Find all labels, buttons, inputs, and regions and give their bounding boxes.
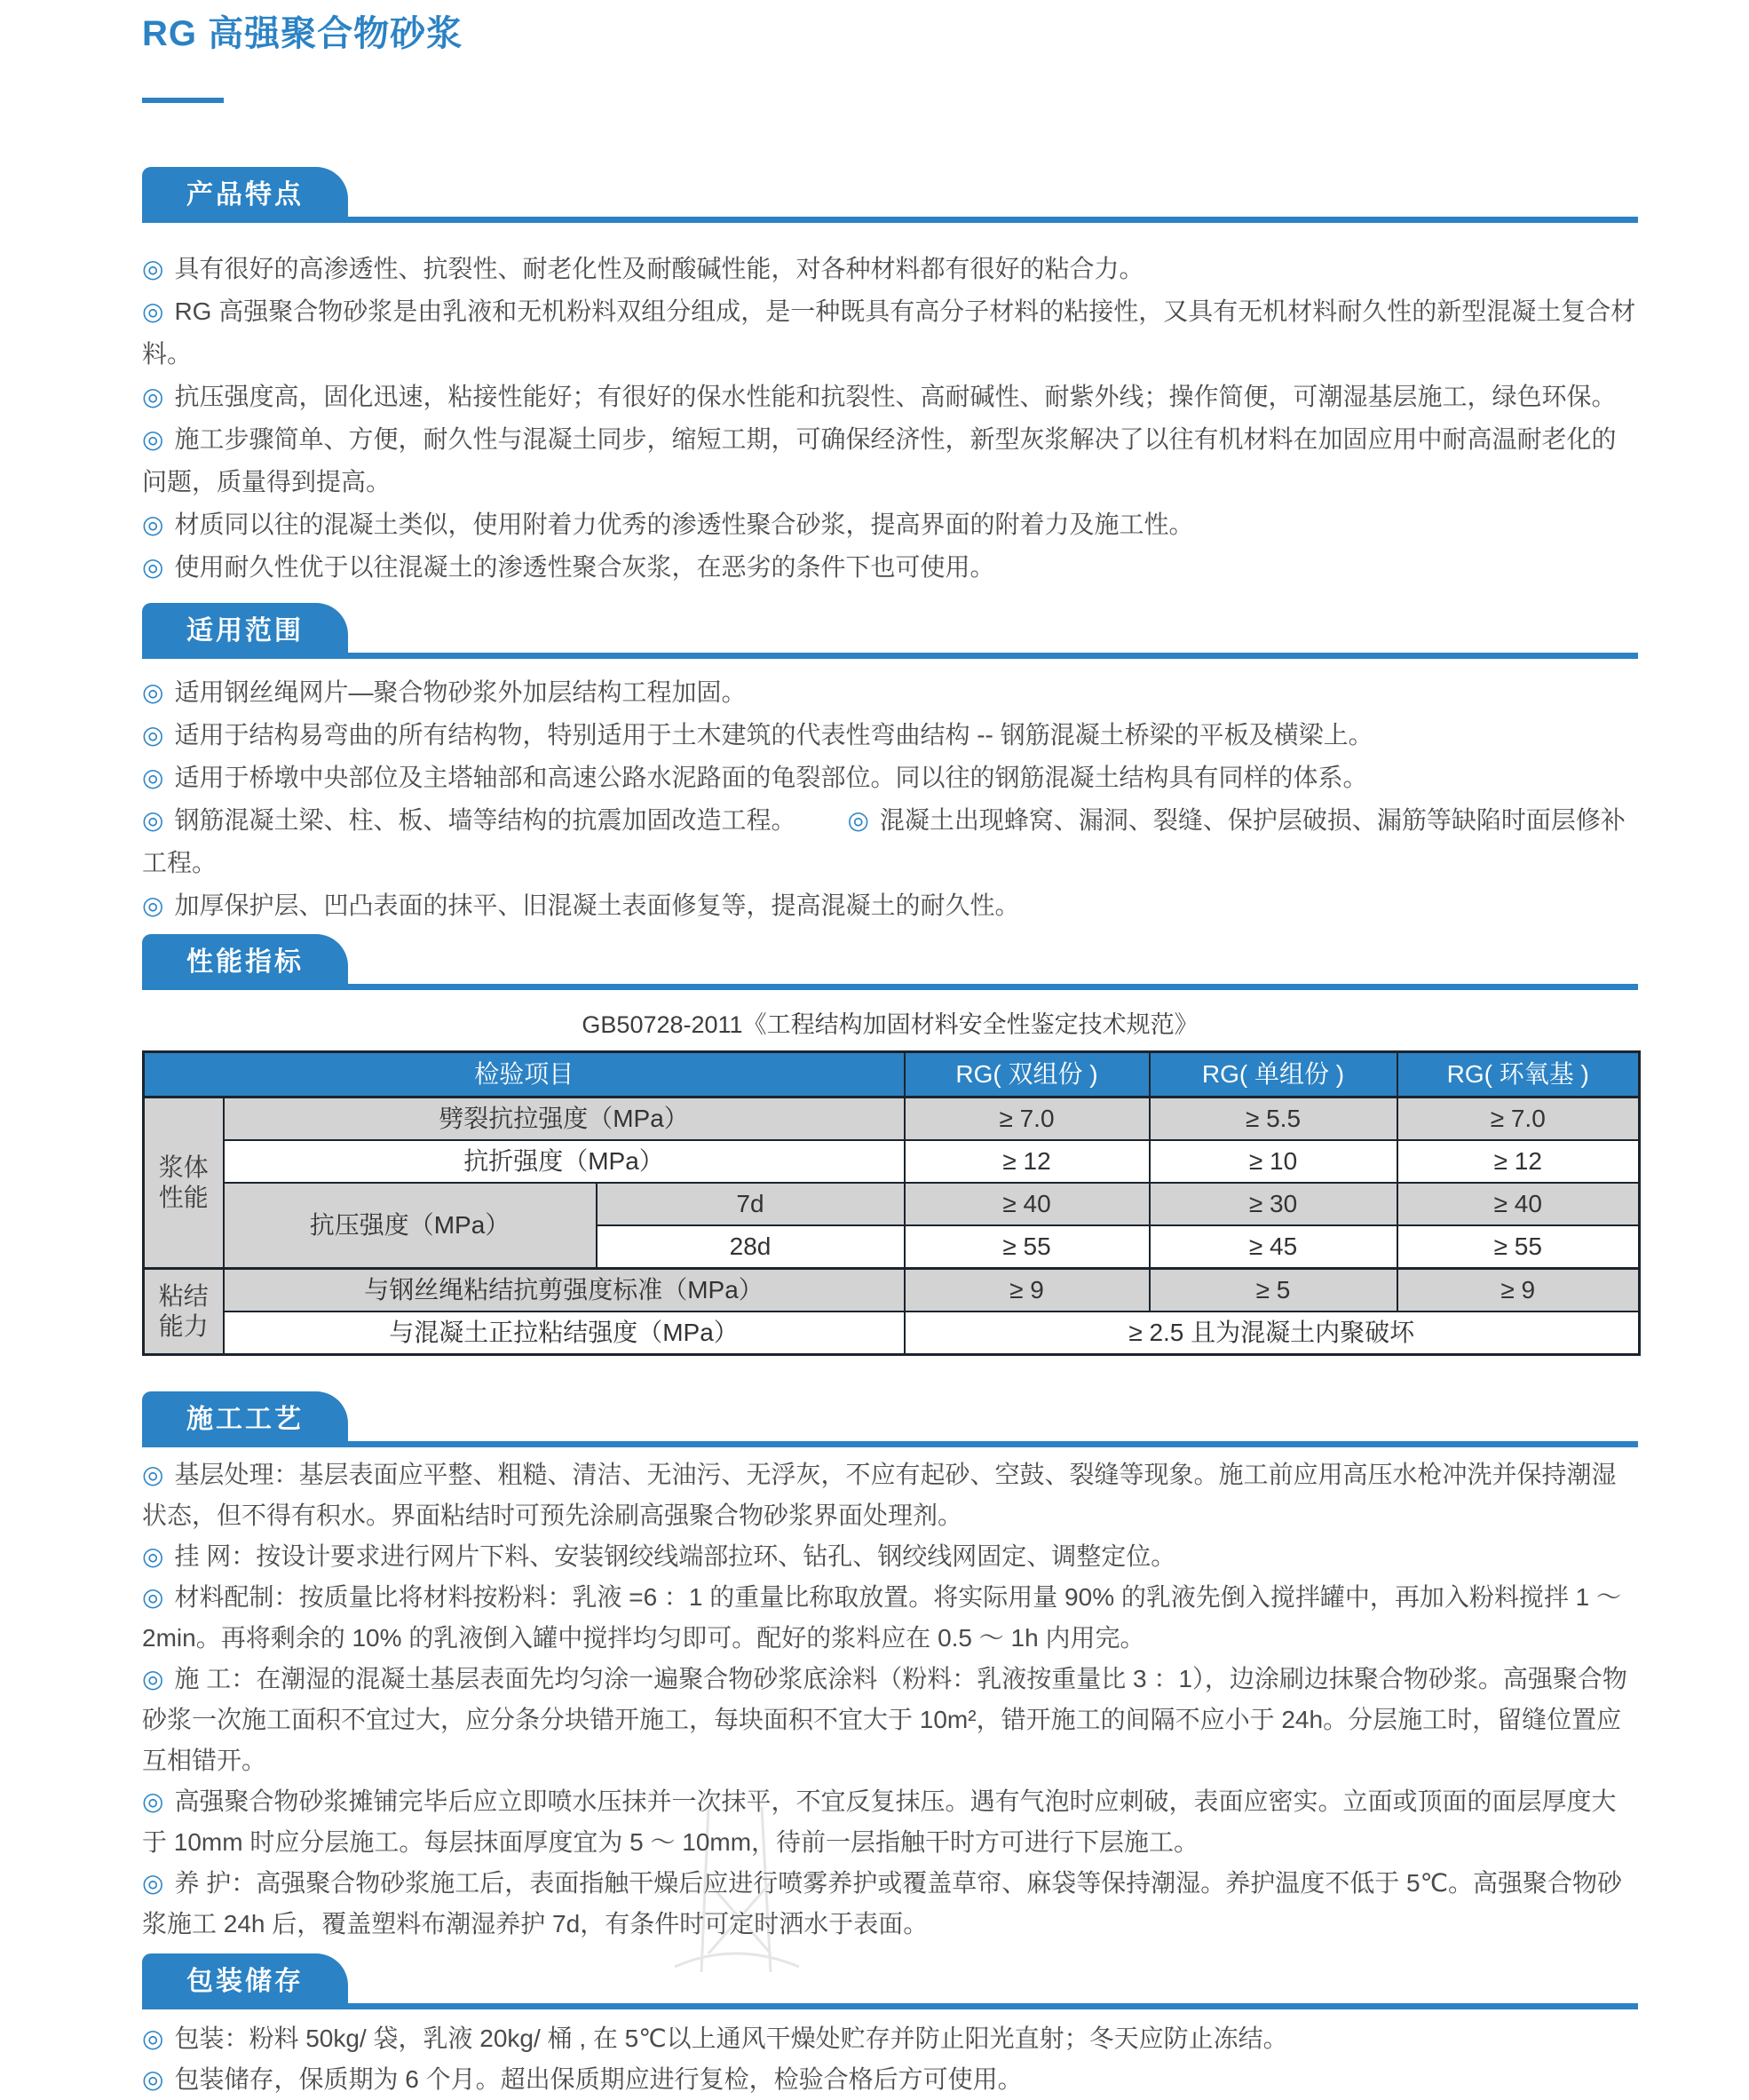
section-scope (142, 603, 1638, 927)
section-performance (142, 934, 1638, 1356)
bullet-icon: ◎ (142, 764, 164, 791)
row-label: 与混凝土正拉粘结强度（MPa） (224, 1312, 905, 1355)
list-item-text: 适用于结构易弯曲的所有结构物，特别适用于土木建筑的代表性弯曲结构 -- 钢筋混凝土桥梁的平板及横梁上。 (174, 721, 1373, 749)
bullet-icon: ◎ (142, 1869, 164, 1897)
list-item-text: 抗压强度高，固化迅速，粘接性能好；有很好的保水性能和抗裂性、高耐碱性、耐紫外线；操作简便，可潮湿基层施工，绿色环保。 (174, 383, 1617, 410)
bullet-icon: ◎ (142, 1665, 164, 1692)
section-header-construction (142, 1391, 1638, 1447)
col-header-item: 检验项目 (144, 1052, 905, 1098)
list-item-text: 包装：粉料 50kg/ 袋，乳液 20kg/ 桶 , 在 5℃以上通风干燥处贮存并防止阳光直射；冬天应防止冻结。 (174, 2025, 1288, 2052)
list-item-text: 适用钢丝绳网片—聚合物砂浆外加层结构工程加固。 (174, 678, 747, 706)
col-header-rg2: RG( 双组份 ) (905, 1052, 1150, 1098)
table-row (144, 1312, 1640, 1355)
list-item (142, 714, 1638, 757)
section-construction (142, 1391, 1638, 1945)
bullet-icon: ◎ (142, 1583, 164, 1611)
section-storage (142, 1953, 1638, 2100)
table-row (144, 1183, 1640, 1225)
list-item (142, 1781, 1638, 1863)
table-row (144, 1098, 1640, 1141)
cell-value: ≥ 10 (1150, 1140, 1397, 1183)
list-item-text: 挂 网：按设计要求进行网片下料、安装钢绞线端部拉环、钻孔、钢绞线网固定、调整定位。 (174, 1542, 1176, 1570)
list-item-text: 包装储存，保质期为 6 个月。超出保质期应进行复检，检验合格后方可使用。 (174, 2065, 1023, 2093)
cell-value: ≥ 12 (1397, 1140, 1640, 1183)
cell-value: ≥ 7.0 (1397, 1098, 1640, 1141)
section-tab-scope (142, 603, 348, 653)
col-header-rg1: RG( 单组份 ) (1150, 1052, 1397, 1098)
list-item (142, 418, 1638, 503)
cell-value: ≥ 5 (1150, 1269, 1397, 1312)
bullet-icon: ◎ (142, 721, 164, 749)
list-item-text: 施 工：在潮湿的混凝土基层表面先均匀涂一遍聚合物砂浆底涂料（粉料：乳液按重量比 3 ：1），边涂刷边抹聚合物砂浆。高强聚合物砂浆一次施工面积不宜过大，应分条分块错开施工，每块面积不宜大于 10m²，错开施工的间隔不应小于 24h。分层施工时，留缝位置应互相错开。 (142, 1665, 1627, 1774)
list-item-text: 适用于桥墩中央部位及主塔轴部和高速公路水泥路面的龟裂部位。同以往的钢筋混凝土结构具有同样的体系。 (174, 764, 1368, 791)
bullet-icon: ◎ (142, 383, 164, 410)
bullet-icon: ◎ (142, 425, 164, 453)
cell-value: ≥ 30 (1150, 1183, 1397, 1225)
list-item (142, 2018, 1638, 2059)
section-heading-features: 产品特点 (186, 180, 304, 210)
construction-list (142, 1454, 1638, 1945)
bullet-icon: ◎ (142, 1461, 164, 1488)
feature-list (142, 248, 1638, 589)
list-item (142, 1454, 1638, 1536)
section-header-performance (142, 934, 1638, 990)
section-tab-construction (142, 1391, 348, 1441)
section-heading-construction: 施工工艺 (186, 1405, 304, 1434)
cell-value: ≥ 5.5 (1150, 1098, 1397, 1141)
list-item (142, 248, 1638, 290)
list-item (142, 2059, 1638, 2100)
list-item-text: 钢筋混凝土梁、柱、板、墙等结构的抗震加固改造工程。 (174, 806, 796, 834)
storage-list (142, 2018, 1638, 2100)
list-item-text: 基层处理：基层表面应平整、粗糙、清洁、无油污、无浮灰，不应有起砂、空鼓、裂缝等现象。施工前应用高压水枪冲洗并保持潮湿状态，但不得有积水。界面粘结时可预先涂刷高强聚合物砂浆界面处理剂。 (142, 1461, 1617, 1529)
standard-reference: GB50728-2011《工程结构加固材料安全性鉴定技术规范》 (582, 1011, 1199, 1038)
list-item (142, 503, 1638, 546)
table-row (144, 1269, 1640, 1312)
list-item (142, 546, 1638, 589)
cell-value: ≥ 55 (1397, 1225, 1640, 1269)
list-item-text: 使用耐久性优于以往混凝土的渗透性聚合灰浆，在恶劣的条件下也可使用。 (174, 553, 995, 581)
bullet-icon: ◎ (142, 2065, 164, 2093)
bullet-icon: ◎ (142, 2025, 164, 2052)
section-header-storage (142, 1953, 1638, 2009)
list-item-text: 施工步骤简单、方便，耐久性与混凝土同步，缩短工期，可确保经济性，新型灰浆解决了以往有机材料在加固应用中耐高温耐老化的问题，质量得到提高。 (142, 425, 1617, 495)
cell-value: ≥ 12 (905, 1140, 1150, 1183)
list-item-text: 具有很好的高渗透性、抗裂性、耐老化性及耐酸碱性能，对各种材料都有很好的粘合力。 (174, 255, 1144, 282)
list-item-text: 养 护：高强聚合物砂浆施工后，表面指触干燥后应进行喷雾养护或覆盖草帘、麻袋等保持潮湿。养护温度不低于 5℃。高强聚合物砂浆施工 24h 后，覆盖塑料布潮湿养护 7d，有条件时可定时洒水于表面。 (142, 1869, 1623, 1938)
section-header-features (142, 167, 1638, 223)
cell-value: ≥ 9 (905, 1269, 1150, 1312)
list-item (142, 1863, 1638, 1945)
cell-value: ≥ 40 (1397, 1183, 1640, 1225)
list-item-text: RG 高强聚合物砂浆是由乳液和无机粉料双组分组成，是一种既具有高分子材料的粘接性，又具有无机材料耐久性的新型混凝土复合材料。 (142, 297, 1636, 368)
bullet-icon: ◎ (142, 511, 164, 538)
bullet-icon: ◎ (142, 255, 164, 282)
section-heading-performance: 性能指标 (186, 947, 304, 977)
table-row (144, 1140, 1640, 1183)
list-item-pair (142, 799, 1638, 884)
sub-label-28d: 28d (597, 1225, 905, 1269)
section-heading-storage: 包装储存 (186, 1967, 304, 1996)
cell-value: ≥ 45 (1150, 1225, 1397, 1269)
list-item (142, 1577, 1638, 1659)
cell-value: ≥ 40 (905, 1183, 1150, 1225)
list-item (142, 671, 1638, 714)
bullet-icon: ◎ (847, 806, 869, 834)
list-item-text: 混凝土出现蜂窝、漏洞、裂缝、保护层破损、漏筋等缺陷时面层修补工程。 (142, 806, 1626, 876)
list-item (142, 1659, 1638, 1781)
performance-table (142, 1050, 1641, 1356)
section-tab-performance (142, 934, 348, 984)
list-item-text: 材料配制：按质量比将材料按粉料：乳液 =6 ：1 的重量比称取放置。将实际用量 90% 的乳液先倒入搅拌罐中，再加入粉料搅拌 1 ～ 2min。再将剩余的 10% 的乳液倒入罐中搅拌均匀即可。配好的浆料应在 0.5 ～ 1h 内用完。 (142, 1583, 1622, 1652)
sub-label-7d: 7d (597, 1183, 905, 1225)
cell-value: ≥ 55 (905, 1225, 1150, 1269)
list-item (142, 884, 1638, 927)
section-tab-features (142, 167, 348, 217)
section-header-scope (142, 603, 1638, 659)
list-item-text: 材质同以往的混凝土类似，使用附着力优秀的渗透性聚合砂浆，提高界面的附着力及施工性。 (174, 511, 1194, 538)
cell-value: ≥ 9 (1397, 1269, 1640, 1312)
bullet-icon: ◎ (142, 892, 164, 919)
group-label-slurry: 浆体性能 (144, 1098, 224, 1269)
scope-list (142, 671, 1638, 927)
bullet-icon: ◎ (142, 806, 164, 834)
col-header-epoxy: RG( 环氧基 ) (1397, 1052, 1640, 1098)
list-item (142, 757, 1638, 799)
cell-value: ≥ 7.0 (905, 1098, 1150, 1141)
title-underline (142, 98, 224, 103)
table-header-row (144, 1052, 1640, 1098)
bullet-icon: ◎ (142, 678, 164, 706)
list-item-text: 加厚保护层、凹凸表面的抹平、旧混凝土表面修复等，提高混凝土的耐久性。 (174, 892, 1020, 919)
section-tab-storage (142, 1953, 348, 2003)
list-item-text: 高强聚合物砂浆摊铺完毕后应立即喷水压抹并一次抹平，不宜反复抹压。遇有气泡时应刺破，表面应密实。立面或顶面的面层厚度大于 10mm 时应分层施工。每层抹面厚度宜为 5 ～ 10mm，待前一层指触干时方可进行下层施工。 (142, 1787, 1617, 1856)
row-label-compressive: 抗压强度（MPa） (224, 1183, 597, 1269)
cell-value-merged: ≥ 2.5 且为混凝土内聚破坏 (905, 1312, 1640, 1355)
bullet-icon: ◎ (142, 1542, 164, 1570)
row-label: 抗折强度（MPa） (224, 1140, 905, 1183)
list-item (142, 376, 1638, 418)
list-item (142, 290, 1638, 376)
row-label: 劈裂抗拉强度（MPa） (224, 1098, 905, 1141)
page-title: RG 高强聚合物砂浆 (142, 14, 463, 53)
list-item (142, 1536, 1638, 1577)
bullet-icon: ◎ (142, 297, 164, 325)
row-label: 与钢丝绳粘结抗剪强度标准（MPa） (224, 1269, 905, 1312)
bullet-icon: ◎ (142, 1787, 164, 1815)
bullet-icon: ◎ (142, 553, 164, 581)
group-label-bond: 粘结能力 (144, 1269, 224, 1355)
section-heading-scope: 适用范围 (186, 616, 304, 646)
section-features (142, 167, 1638, 589)
